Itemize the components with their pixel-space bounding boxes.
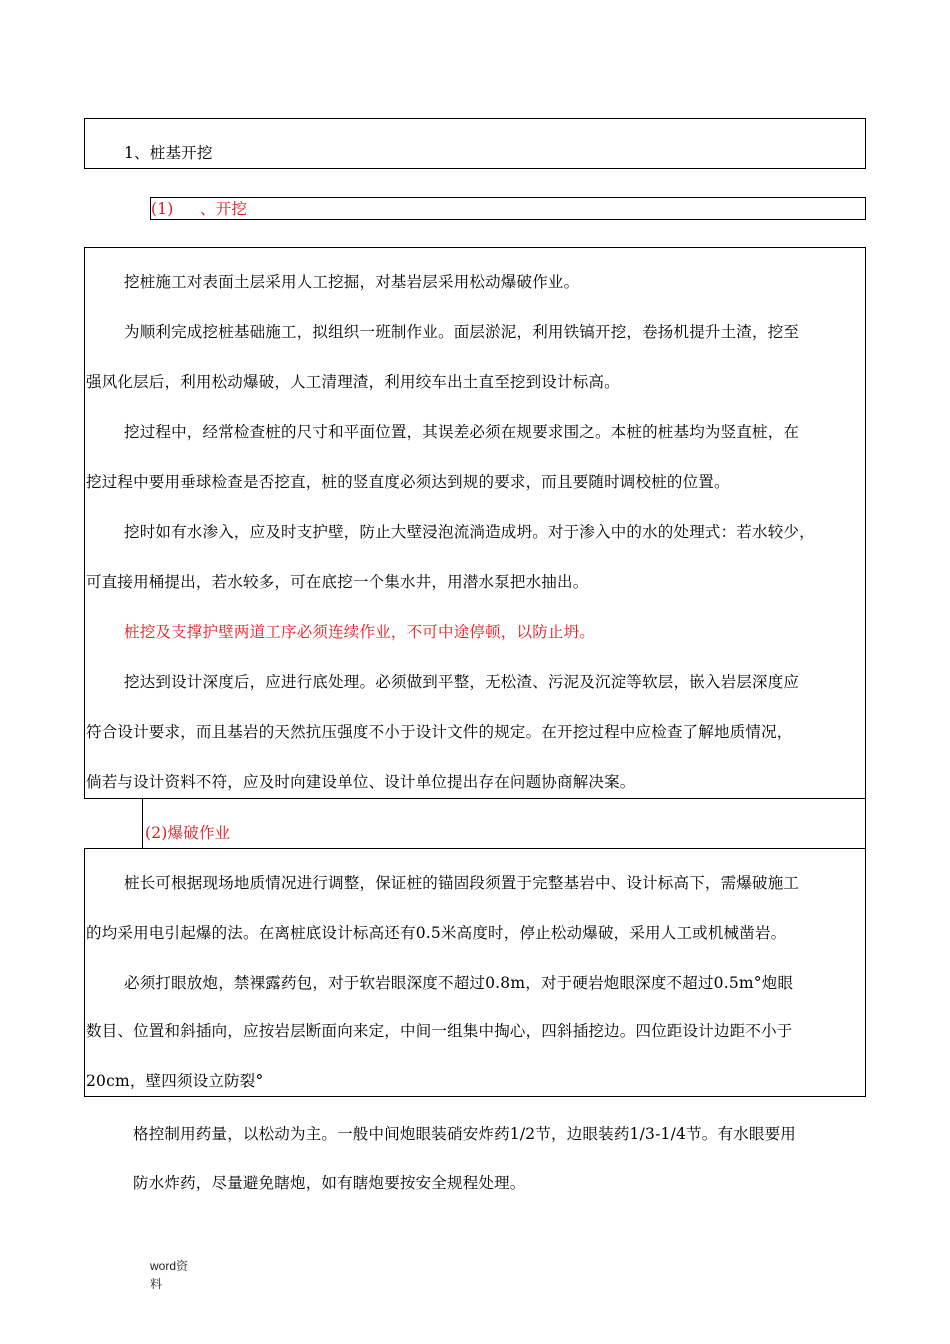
block1-line: 挖达到设计深度后，应进行底处理。必须做到平整，无松渣、污泥及沉淀等软层，嵌入岩层深度应 — [124, 673, 800, 691]
block2-line: 的均采用电引起爆的法。在离桩底设计标高还有0.5米高度时，停止松动爆破，采用人工或机械凿岩。 — [86, 924, 787, 942]
block1-warning-line: 桩挖及支撑护壁两道工序必须连续作业，不可中途停顿，以防止坍。 — [124, 623, 596, 641]
block1-line: 挖过程中要用垂球检查是否挖直，桩的竖直度必须达到规的要求，而且要随时调校桩的位置。 — [86, 473, 730, 491]
section-title: 1、桩基开挖 — [124, 144, 213, 162]
footer-line-2: 料 — [150, 1277, 163, 1291]
block2-line: 数目、位置和斜插向，应按岩层断面向来定，中间一组集中掏心，四斜插挖边。四位距设计边距不小于 — [86, 1022, 793, 1040]
tail-line: 防水炸药，尽量避免瞎炮，如有瞎炮要按安全规程处理。 — [133, 1174, 526, 1192]
tail-line: 格控制用药量，以松动为主。一般中间炮眼装硝安炸药1/2节，边眼装药1/3-1/4节。有水眼要用 — [133, 1125, 796, 1143]
block2-line: 20cm，壁四须设立防裂° — [86, 1072, 264, 1090]
block1-line: 符合设计要求，而且基岩的天然抗压强度不小于设计文件的规定。在开挖过程中应检查了解地质情况， — [86, 723, 793, 741]
block1-line: 强风化层后，利用松动爆破，人工清理渣，利用绞车出土直至挖到设计标高。 — [86, 373, 620, 391]
block1-line: 可直接用桶提出，若水较多，可在底挖一个集水井，用潜水泵把水抽出。 — [86, 573, 589, 591]
block1-line: 倘若与设计资料不符，应及时向建设单位、设计单位提出存在问题协商解决案。 — [86, 773, 636, 791]
sub2-box — [142, 798, 866, 849]
block1-line: 挖过程中，经常检查桩的尺寸和平面位置，其误差必须在规要求围之。本桩的桩基均为竖直桩，在 — [124, 423, 800, 441]
block2-line: 必须打眼放炮，禁裸露药包，对于软岩眼深度不超过0.8m，对于硬岩炮眼深度不超过0.5m°炮眼 — [124, 974, 794, 992]
block2-line: 桩长可根据现场地质情况进行调整，保证桩的锚固段须置于完整基岩中、设计标高下，需爆破施工 — [124, 874, 800, 892]
sub1-label: 、开挖 — [200, 200, 248, 218]
footer-line-1: word资 — [150, 1259, 189, 1273]
sub1-box — [150, 197, 866, 220]
sub1-number: (1) — [151, 200, 174, 218]
block1-line: 挖桩施工对表面土层采用人工挖掘，对基岩层采用松动爆破作业。 — [124, 273, 580, 291]
sub2-label: (2)爆破作业 — [145, 824, 231, 842]
block1-line: 挖时如有水渗入，应及时支护壁，防止大壁浸泡流淌造成坍。对于渗入中的水的处理式：若水较少， — [124, 523, 815, 541]
block1-line: 为顺利完成挖桩基础施工，拟组织一班制作业。面层淤泥，利用铁镐开挖，卷扬机提升土渣，挖至 — [124, 323, 800, 341]
